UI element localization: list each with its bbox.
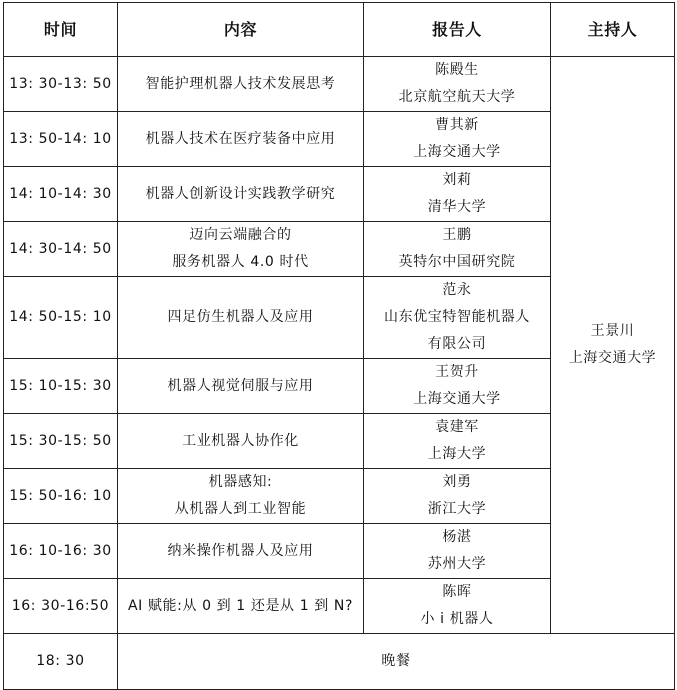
header-speaker: 报告人 — [364, 3, 551, 57]
content-line: 机器人技术在医疗装备中应用 — [145, 130, 336, 147]
speaker-cell — [364, 222, 551, 277]
content-cell — [118, 222, 364, 277]
content-cell — [118, 414, 364, 469]
speaker-cell — [364, 579, 551, 634]
speaker-line: 王贺升 — [435, 364, 479, 380]
speaker-cell — [364, 524, 551, 579]
speaker-line: 北京航空航天大学 — [398, 89, 516, 105]
time-cell: 15: 50-16: 10 — [4, 469, 118, 524]
speaker-line: 袁建军 — [435, 419, 479, 435]
time-cell: 13: 50-14: 10 — [4, 112, 118, 167]
time-cell: 13: 30-13: 50 — [4, 57, 118, 112]
speaker-line: 英特尔中国研究院 — [398, 254, 516, 270]
time-cell: 16: 10-16: 30 — [4, 524, 118, 579]
speaker-line: 范永 — [442, 282, 472, 298]
time-cell: 14: 30-14: 50 — [4, 222, 118, 277]
speaker-cell — [364, 359, 551, 414]
content-cell — [118, 277, 364, 359]
table-row — [4, 57, 675, 112]
header-row — [4, 3, 675, 57]
content-line: 机器人视觉伺服与应用 — [167, 377, 314, 394]
host-line: 王景川 — [590, 323, 635, 339]
speaker-line: 曹其新 — [435, 117, 479, 133]
content-cell — [118, 167, 364, 222]
time-cell: 15: 30-15: 50 — [4, 414, 118, 469]
content-cell — [118, 579, 364, 634]
header-time: 时间 — [4, 3, 118, 57]
speaker-line: 小 i 机器人 — [420, 611, 494, 627]
speaker-line: 陈殿生 — [435, 62, 479, 78]
content-line: 纳米操作机器人及应用 — [167, 542, 314, 559]
speaker-cell — [364, 277, 551, 359]
time-cell: 14: 10-14: 30 — [4, 167, 118, 222]
header-content: 内容 — [118, 3, 364, 57]
dinner-label-cell: 晚餐 — [118, 634, 675, 690]
time-cell: 14: 50-15: 10 — [4, 277, 118, 359]
speaker-cell — [364, 167, 551, 222]
speaker-line: 陈晖 — [442, 584, 472, 600]
speaker-cell — [364, 112, 551, 167]
time-cell: 16: 30-16:50 — [4, 579, 118, 634]
host-line: 上海交通大学 — [568, 350, 657, 366]
speaker-line: 杨湛 — [442, 529, 472, 545]
content-cell — [118, 524, 364, 579]
speaker-cell — [364, 57, 551, 112]
speaker-line: 浙江大学 — [427, 501, 487, 517]
content-line: 迈向云端融合的 — [189, 227, 292, 243]
content-cell — [118, 359, 364, 414]
speaker-line: 山东优宝特智能机器人 — [384, 309, 530, 325]
dinner-time-cell: 18: 30 — [4, 634, 118, 690]
speaker-line: 上海交通大学 — [413, 144, 501, 160]
content-line: 工业机器人协作化 — [182, 432, 299, 449]
content-cell — [118, 469, 364, 524]
speaker-cell — [364, 414, 551, 469]
content-cell — [118, 57, 364, 112]
host-cell — [551, 57, 675, 634]
content-line: AI 赋能:从 0 到 1 还是从 1 到 N? — [127, 597, 354, 614]
content-line: 从机器人到工业智能 — [174, 501, 307, 517]
time-cell: 15: 10-15: 30 — [4, 359, 118, 414]
speaker-line: 苏州大学 — [427, 556, 487, 572]
content-cell — [118, 112, 364, 167]
speaker-line: 清华大学 — [427, 199, 487, 215]
speaker-line: 刘莉 — [442, 172, 472, 188]
speaker-line: 上海大学 — [427, 446, 487, 462]
speaker-line: 上海交通大学 — [413, 391, 501, 407]
schedule-table — [3, 2, 675, 690]
dinner-row — [4, 634, 675, 690]
content-line: 机器人创新设计实践教学研究 — [145, 185, 336, 202]
header-host: 主持人 — [551, 3, 675, 57]
content-line: 机器感知: — [208, 474, 273, 490]
content-line: 服务机器人 4.0 时代 — [172, 254, 309, 270]
schedule-body — [4, 57, 675, 690]
content-line: 智能护理机器人技术发展思考 — [145, 75, 336, 92]
speaker-cell — [364, 469, 551, 524]
speaker-line: 有限公司 — [427, 336, 487, 352]
content-line: 四足仿生机器人及应用 — [167, 309, 314, 325]
speaker-line: 刘勇 — [442, 474, 472, 490]
speaker-line: 王鹏 — [442, 227, 472, 243]
